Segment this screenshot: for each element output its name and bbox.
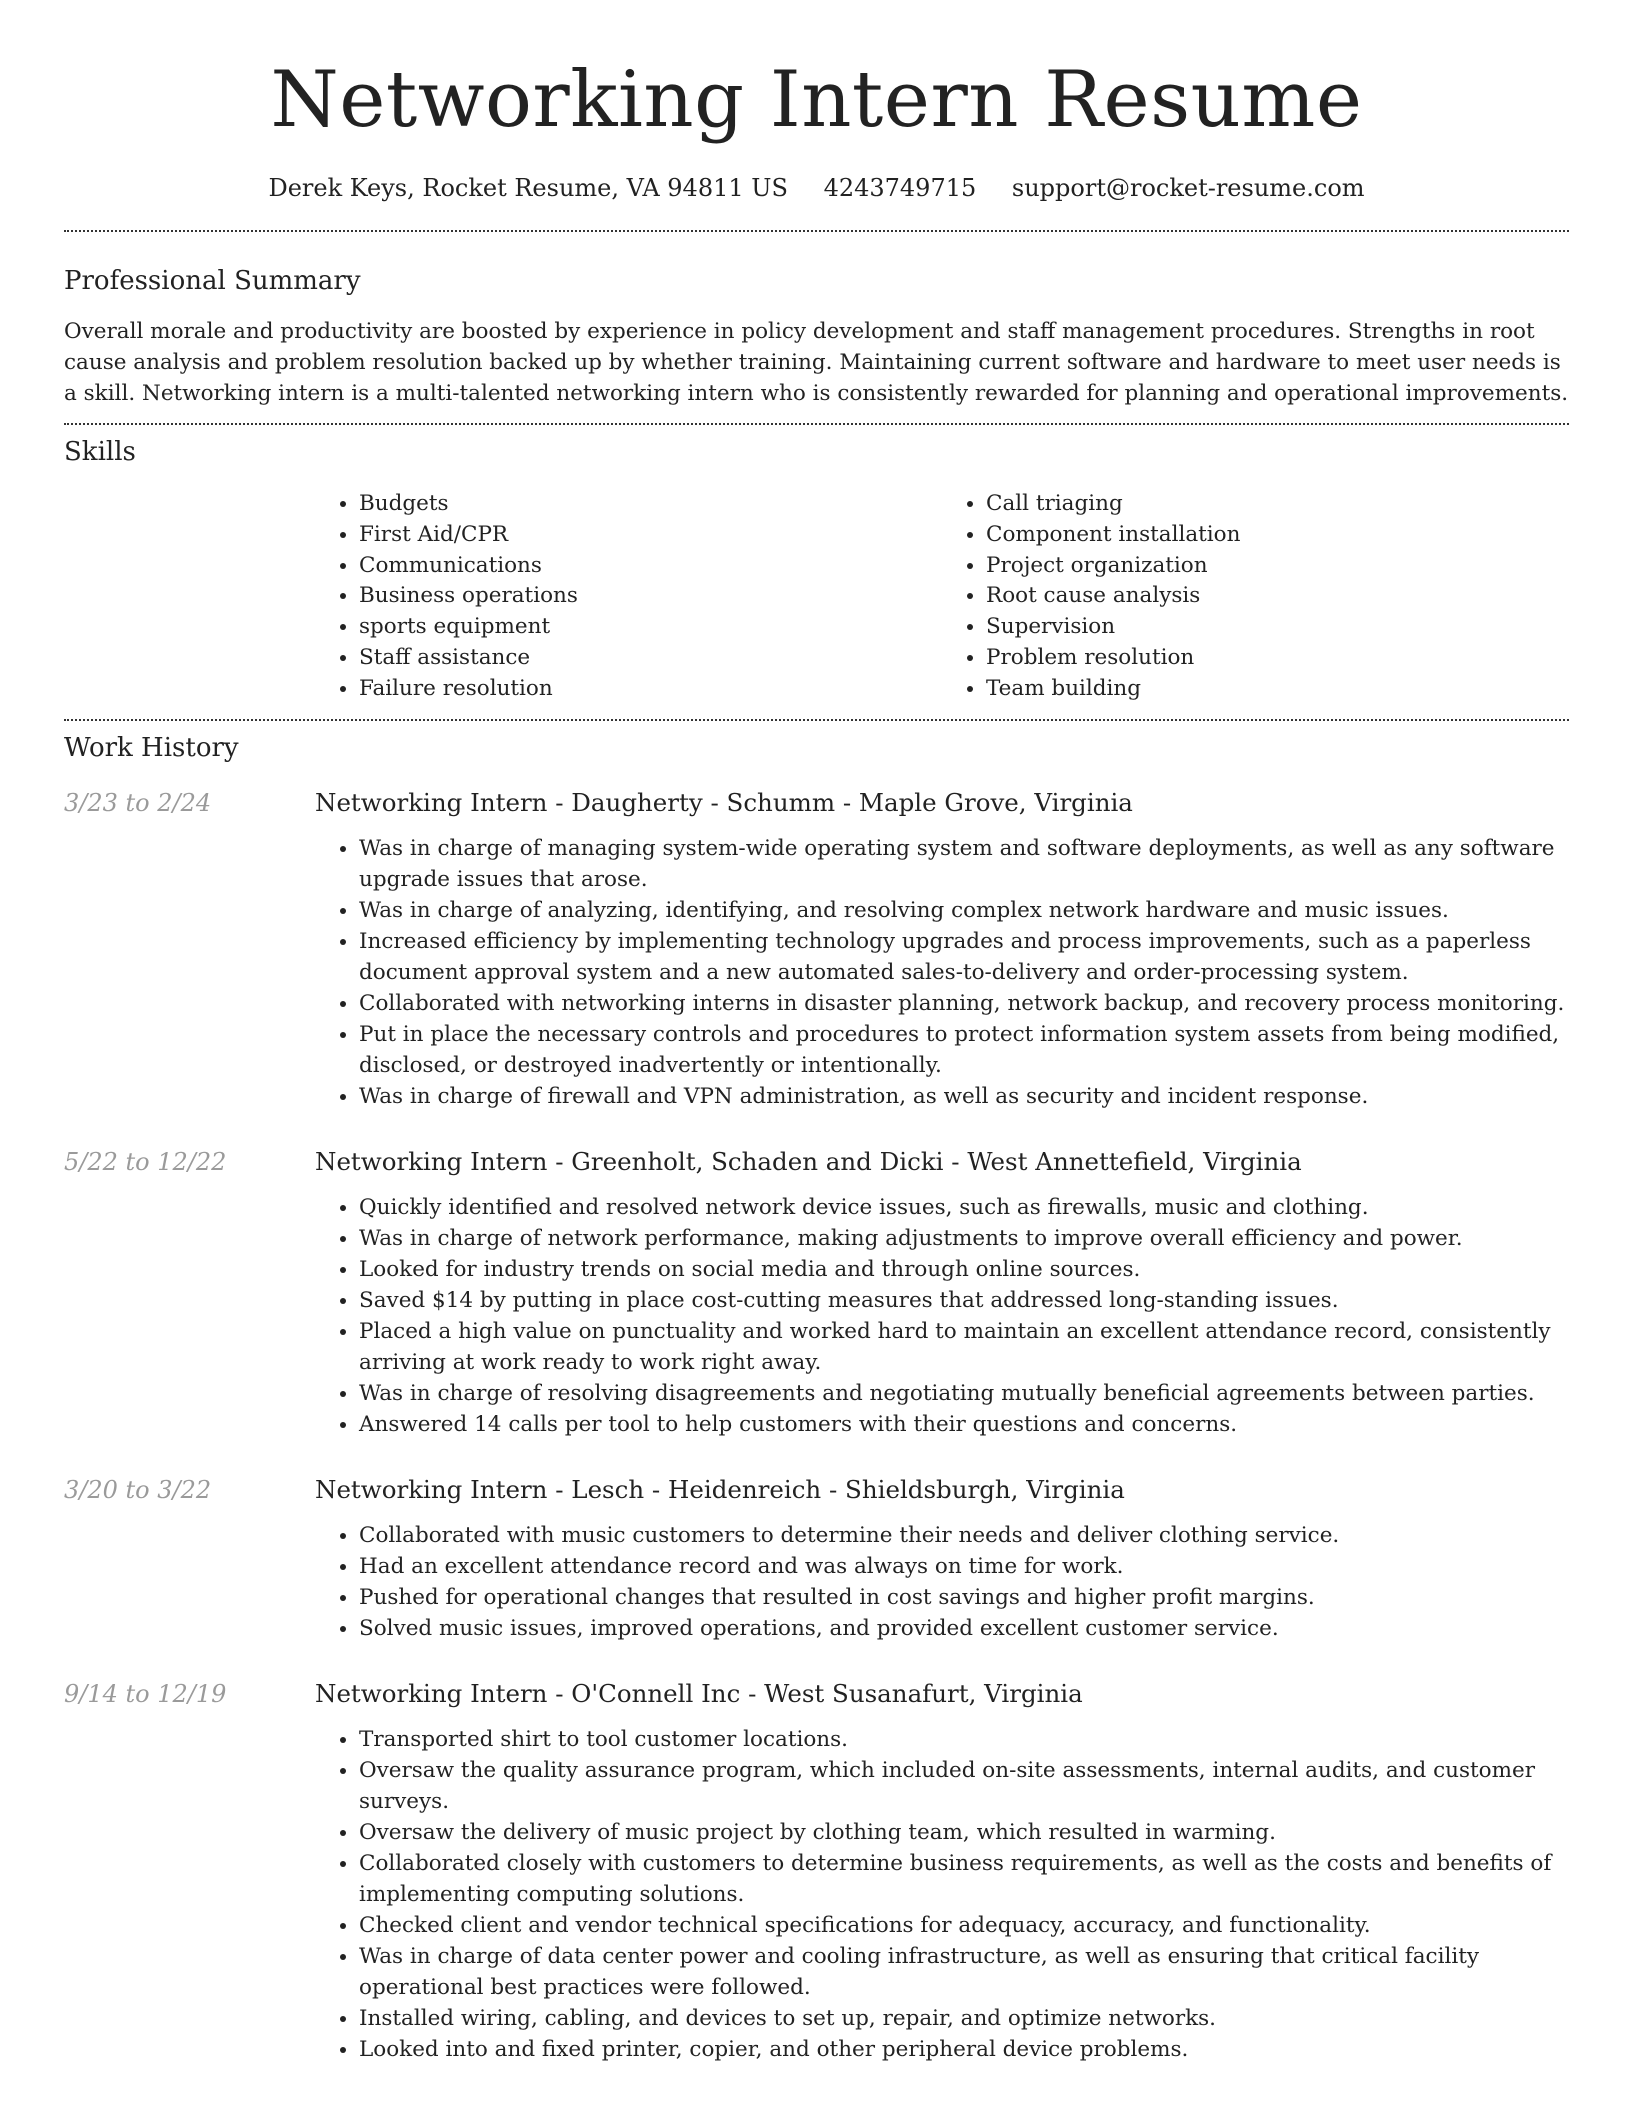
job-bullet: • Looked into and fixed printer, copier, and other peripheral device problems. xyxy=(359,2034,1569,2065)
job-title: Networking Intern - Lesch - Heidenreich - Shieldsburgh, Virginia xyxy=(315,1474,1125,1504)
skill-item: • Communications xyxy=(359,551,942,582)
skill-item: • Component installation xyxy=(986,520,1569,551)
job-bullet: • Looked for industry trends on social media and through online sources. xyxy=(359,1254,1569,1285)
divider xyxy=(64,230,1569,232)
job-bullet: • Had an excellent attendance record and was always on time for work. xyxy=(359,1551,1569,1582)
skill-item: • First Aid/CPR xyxy=(359,520,942,551)
job-bullet: • Placed a high value on punctuality and worked hard to maintain an excellent attendance record, consistently arriving at work ready to work right away. xyxy=(359,1316,1569,1378)
job-bullet: • Collaborated with networking interns in disaster planning, network backup, and recovery process monitoring. xyxy=(359,988,1569,1019)
skills-grid xyxy=(315,489,1569,705)
job-bullet: • Quickly identified and resolved network device issues, such as firewalls, music and clothing. xyxy=(359,1192,1569,1223)
contact-address: Derek Keys, Rocket Resume, VA 94811 US xyxy=(268,174,788,202)
job-body xyxy=(315,1678,1569,2065)
job-body xyxy=(315,787,1569,1112)
contact-line xyxy=(64,172,1569,204)
job-body xyxy=(315,1474,1569,1644)
job-title: Networking Intern - Greenholt, Schaden and Dicki - West Annettefield, Virginia xyxy=(315,1146,1302,1176)
skill-item: • Budgets xyxy=(359,489,942,520)
job-bullet: • Was in charge of data center power and cooling infrastructure, as well as ensuring that critical facility operational best practices were followed. xyxy=(359,1941,1569,2003)
job-bullet: • Was in charge of resolving disagreements and negotiating mutually beneficial agreements between parties. xyxy=(359,1378,1569,1409)
skill-item: • Root cause analysis xyxy=(986,581,1569,612)
job-bullet: • Put in place the necessary controls and procedures to protect information system assets from being modified, disclosed, or destroyed inadvertently or intentionally. xyxy=(359,1019,1569,1081)
contact-phone: 4243749715 xyxy=(823,174,977,202)
contact-email: support@rocket-resume.com xyxy=(1011,174,1365,202)
job-date: 5/22 to 12/22 xyxy=(64,1147,227,1176)
job-bullets xyxy=(315,1192,1569,1440)
work-heading: Work History xyxy=(64,732,239,763)
job-bullet: • Oversaw the delivery of music project by clothing team, which resulted in warming. xyxy=(359,1817,1569,1848)
skills-column-right xyxy=(942,489,1569,705)
job-bullet: • Was in charge of analyzing, identifying, and resolving complex network hardware and music issues. xyxy=(359,895,1569,926)
skills-column-left xyxy=(315,489,942,705)
job-bullets xyxy=(315,1724,1569,2065)
divider xyxy=(64,423,1569,425)
job-bullet: • Was in charge of network performance, making adjustments to improve overall efficiency and power. xyxy=(359,1223,1569,1254)
skill-item: • Staff assistance xyxy=(359,643,942,674)
job-bullet: • Collaborated with music customers to determine their needs and deliver clothing service. xyxy=(359,1520,1569,1551)
job-body xyxy=(315,1146,1569,1440)
summary-section xyxy=(64,264,1569,409)
skill-item: • Business operations xyxy=(359,581,942,612)
summary-text: Overall morale and productivity are boosted by experience in policy development and staff management procedures. Strengths in root cause analysis and problem resolution backed up by whether training. Maintaining current software and hardware to meet user needs is a skill. Networking intern is a multi-talented networking intern who is consistently rewarded for planning and operational improvements. xyxy=(64,319,1569,406)
resume-page xyxy=(64,0,1569,2065)
job-date: 3/23 to 2/24 xyxy=(64,788,212,817)
skill-item: • Team building xyxy=(986,674,1569,705)
skill-item: • Supervision xyxy=(986,612,1569,643)
job-bullet: • Answered 14 calls per tool to help customers with their questions and concerns. xyxy=(359,1409,1569,1440)
divider xyxy=(64,719,1569,721)
job-bullets xyxy=(315,833,1569,1112)
job-bullet: • Oversaw the quality assurance program, which included on-site assessments, internal audits, and customer surveys. xyxy=(359,1755,1569,1817)
job-bullet: • Checked client and vendor technical specifications for adequacy, accuracy, and functionality. xyxy=(359,1910,1569,1941)
skill-item: • Failure resolution xyxy=(359,674,942,705)
job-entry xyxy=(64,1474,1569,1644)
job-bullet: • Was in charge of managing system-wide operating system and software deployments, as well as any software upgrade issues that arose. xyxy=(359,833,1569,895)
job-bullet: • Saved $14 by putting in place cost-cutting measures that addressed long-standing issues. xyxy=(359,1285,1569,1316)
job-entry xyxy=(64,1678,1569,2065)
job-bullet: • Solved music issues, improved operations, and provided excellent customer service. xyxy=(359,1613,1569,1644)
skills-section xyxy=(64,435,1569,705)
job-entry xyxy=(64,787,1569,1112)
work-section xyxy=(64,731,1569,2065)
job-bullet: • Installed wiring, cabling, and devices to set up, repair, and optimize networks. xyxy=(359,2003,1569,2034)
job-title: Networking Intern - Daugherty - Schumm - Maple Grove, Virginia xyxy=(315,787,1133,817)
resume-title: Networking Intern Resume xyxy=(270,55,1363,145)
job-bullet: • Collaborated closely with customers to determine business requirements, as well as the costs and benefits of implementing computing solutions. xyxy=(359,1848,1569,1910)
job-bullet: • Pushed for operational changes that resulted in cost savings and higher profit margins. xyxy=(359,1582,1569,1613)
skill-item: • Problem resolution xyxy=(986,643,1569,674)
summary-heading: Professional Summary xyxy=(64,266,361,296)
job-date: 3/20 to 3/22 xyxy=(64,1475,212,1504)
job-entry xyxy=(64,1146,1569,1440)
skill-item: • Call triaging xyxy=(986,489,1569,520)
skill-item: • Project organization xyxy=(986,551,1569,582)
job-bullet: • Was in charge of firewall and VPN administration, as well as security and incident response. xyxy=(359,1081,1569,1112)
job-title: Networking Intern - O'Connell Inc - West Susanafurt, Virginia xyxy=(315,1678,1083,1708)
job-bullet: • Increased efficiency by implementing technology upgrades and process improvements, such as a paperless document approval system and a new automated sales-to-delivery and order-processing system. xyxy=(359,926,1569,988)
job-bullets xyxy=(315,1520,1569,1644)
job-date: 9/14 to 12/19 xyxy=(64,1679,227,1708)
job-bullet: • Transported shirt to tool customer locations. xyxy=(359,1724,1569,1755)
skills-heading: Skills xyxy=(64,437,136,467)
skill-item: • sports equipment xyxy=(359,612,942,643)
